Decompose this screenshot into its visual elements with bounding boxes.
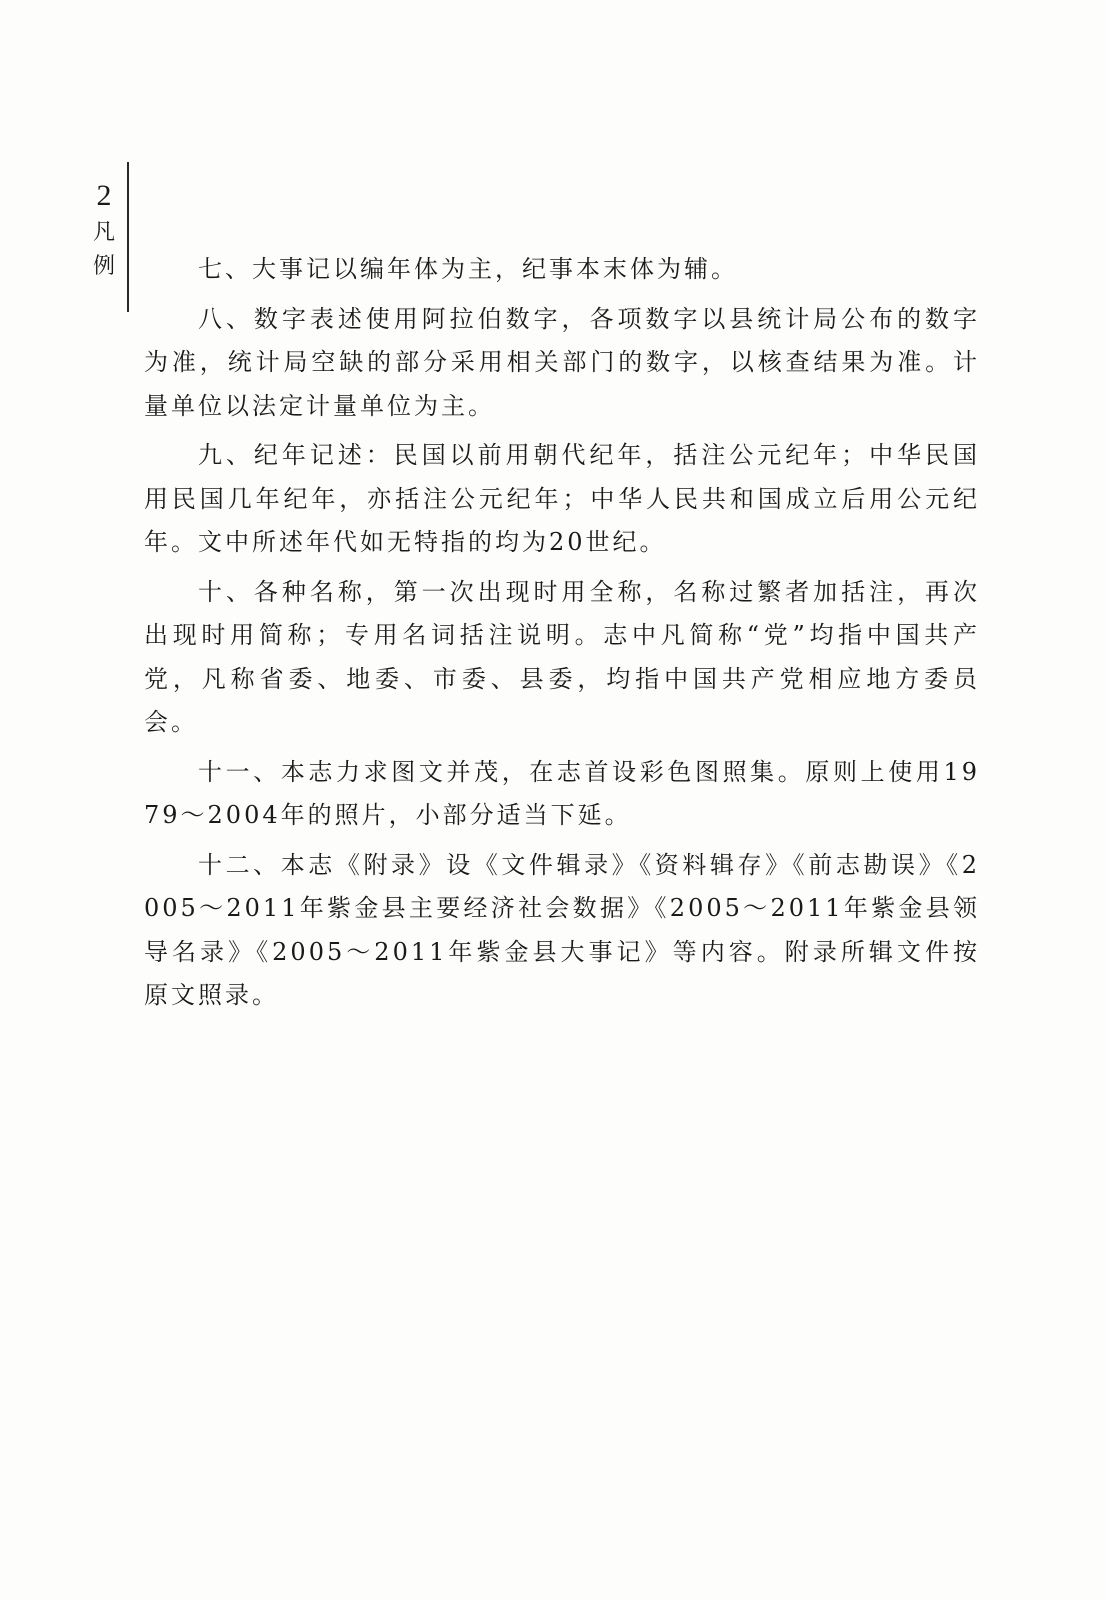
margin-header bbox=[86, 178, 122, 282]
paragraph-7: 七、大事记以编年体为主，纪事本末体为辅。 bbox=[198, 255, 738, 283]
margin-divider bbox=[127, 162, 129, 312]
paragraph-10: 十、各种名称，第一次出现时用全称，名称过繁者加括注，再次出现时用简称；专用名词括注说明。志中凡简称“党”均指中国共产党，凡称省委、地委、市委、县委，均指中国共产党相应地方委员会。 bbox=[144, 577, 980, 736]
section-label-char-1: 凡 bbox=[92, 220, 115, 245]
page-number: 2 bbox=[96, 179, 112, 212]
paragraph-11: 十一、本志力求图文并茂，在志首设彩色图照集。原则上使用1979～2004年的照片，小部分适当下延。 bbox=[144, 757, 980, 829]
paragraph-9: 九、纪年记述：民国以前用朝代纪年，括注公元纪年；中华民国用民国几年纪年，亦括注公元纪年；中华人民共和国成立后用公元纪年。文中所述年代如无特指的均为20世纪。 bbox=[144, 441, 980, 556]
section-label-char-2: 例 bbox=[92, 254, 115, 279]
body-text bbox=[144, 248, 980, 1024]
paragraph-8: 八、数字表述使用阿拉伯数字，各项数字以县统计局公布的数字为准，统计局空缺的部分采用相关部门的数字，以核查结果为准。计量单位以法定计量单位为主。 bbox=[144, 304, 980, 420]
paragraph-12: 十二、本志《附录》设《文件辑录》《资料辑存》《前志勘误》《2005～2011年紫金县主要经济社会数据》《2005～2011年紫金县领导名录》《2005～2011年紫金县大事记》等内容。附录所辑文件按原文照录。 bbox=[144, 850, 980, 1009]
